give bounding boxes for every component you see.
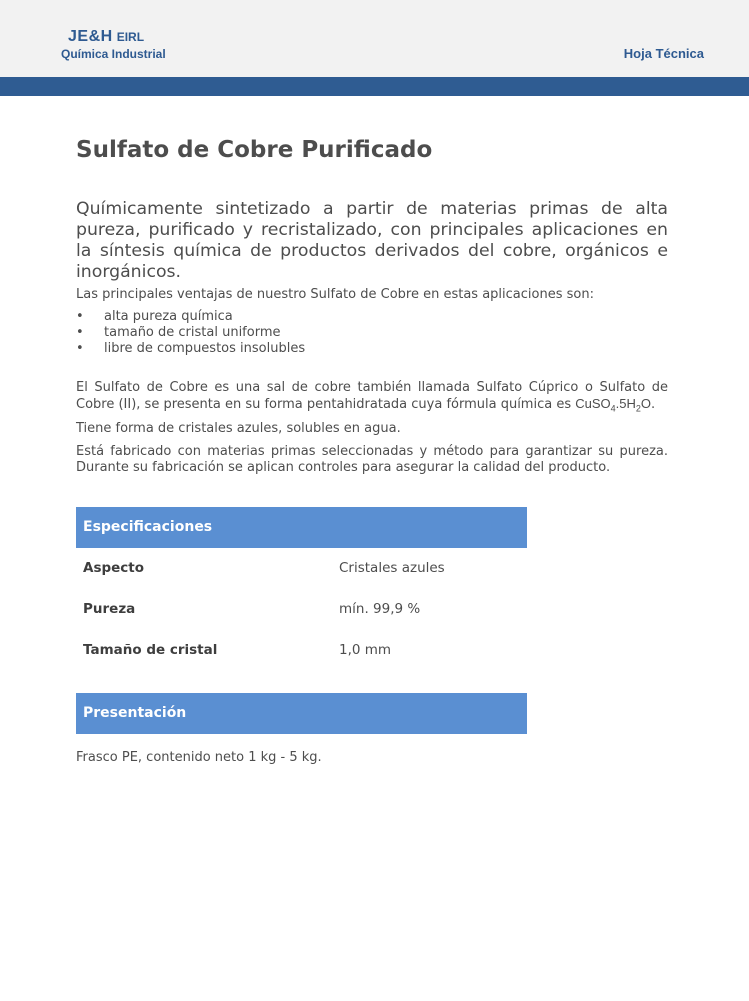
document-type: Hoja Técnica xyxy=(623,46,704,61)
presentation-text: Frasco PE, contenido neto 1 kg - 5 kg. xyxy=(76,750,322,765)
spec-label: Pureza xyxy=(83,601,136,617)
list-item: • alta pureza química xyxy=(76,309,233,324)
spec-value: mín. 99,9 % xyxy=(339,601,421,617)
spec-label: Aspecto xyxy=(83,560,145,576)
brand-logo xyxy=(68,28,144,46)
table-row xyxy=(76,560,527,580)
presentation-heading: Presentación xyxy=(76,693,527,734)
bullet-icon: • xyxy=(76,309,84,324)
spec-label: Tamaño de cristal xyxy=(83,642,218,658)
brand-suffix: EIRL xyxy=(116,30,145,44)
table-row xyxy=(76,601,527,621)
brand-name: JE&H xyxy=(68,28,113,45)
spec-value: 1,0 mm xyxy=(339,642,392,658)
list-item: • tamaño de cristal uniforme xyxy=(76,325,281,340)
advantages-lead: Las principales ventajas de nuestro Sulfato de Cobre en estas aplicaciones son: xyxy=(76,287,594,302)
manufacturing-paragraph: Está fabricado con materias primas seleccionadas y método para garantizar su pureza. Durante su fabricación se aplican controles para asegurar la calidad del producto. xyxy=(76,444,668,475)
advantages-list xyxy=(76,309,305,357)
page-header xyxy=(0,0,749,77)
intro-paragraph: Químicamente sintetizado a partir de materias primas de alta pureza, purificado y recristalizado, con principales aplicaciones en la síntesis química de productos derivados del cobre, orgánicos e inorgánicos. xyxy=(76,199,668,282)
specifications-heading: Especificaciones xyxy=(76,507,527,548)
brand-subtitle: Química Industrial xyxy=(61,47,166,61)
crystals-paragraph: Tiene forma de cristales azules, solubles en agua. xyxy=(76,421,401,436)
list-item: • libre de compuestos insolubles xyxy=(76,341,306,356)
description-paragraph: El Sulfato de Cobre es una sal de cobre también llamada Sulfato Cúprico o Sulfato de Cobre (II), se presenta en su forma pentahidratada cuya fórmula química es $CuSO_4.5H_2O$. xyxy=(76,380,668,414)
spec-value: Cristales azules xyxy=(339,560,445,576)
header-bar xyxy=(0,77,749,96)
table-row xyxy=(76,642,527,662)
bullet-icon: • xyxy=(76,325,84,340)
chemical-formula: $CuSO_4.5H_2O$ xyxy=(575,396,652,414)
bullet-icon: • xyxy=(76,341,84,356)
page-title: Sulfato de Cobre Purificado xyxy=(76,137,433,163)
